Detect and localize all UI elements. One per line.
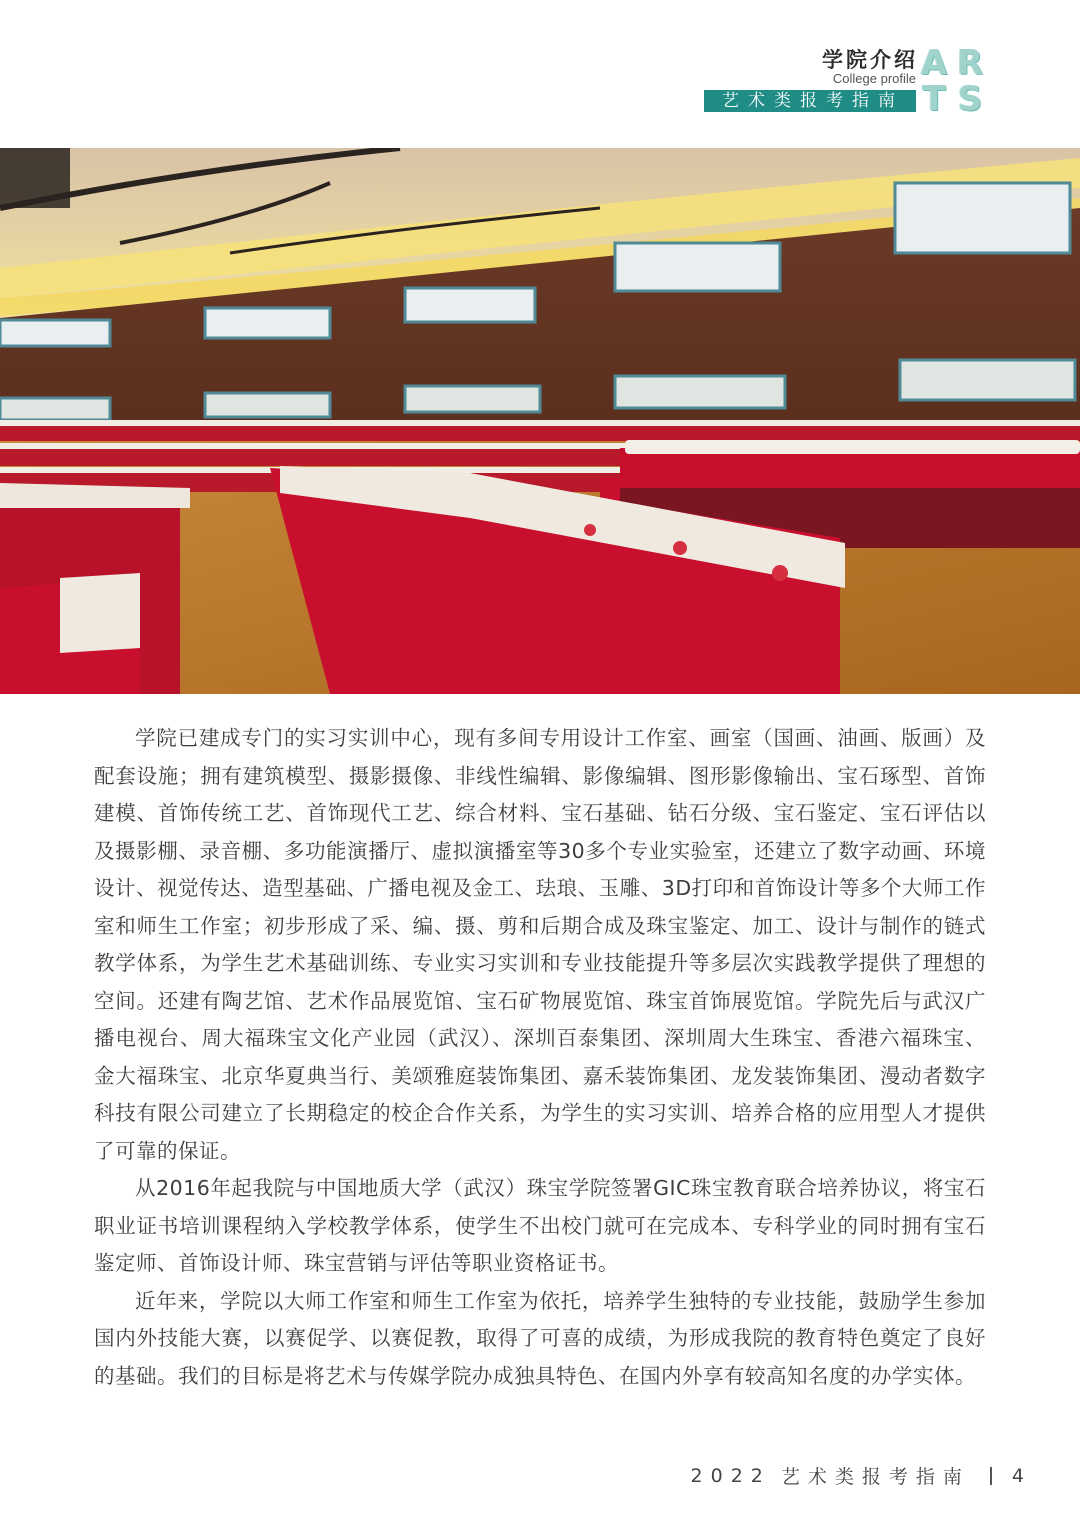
paragraph-gic-cooperation: 从2016年起我院与中国地质大学（武汉）珠宝学院签署GIC珠宝教育联合培养协议，将宝石职业证书培训课程纳入学校教学体系，使学生不出校门就可在完成本、专科学业的同时拥有宝石鉴定师、首饰设计师、珠宝营销与评估等职业资格证书。: [94, 1176, 986, 1275]
logo-letter: R: [956, 43, 984, 83]
logo-letter: S: [957, 79, 983, 119]
guide-title-bar: 艺术类报考指南: [704, 90, 916, 112]
page-number: 4: [1011, 1464, 1024, 1487]
section-subtitle: College profile: [832, 71, 916, 86]
footer-title: 艺术类报考指南: [780, 1466, 970, 1488]
page-footer: [691, 1462, 1024, 1489]
article-body: [94, 720, 986, 1395]
page-header: [722, 43, 1040, 124]
logo-letter: A: [920, 43, 948, 83]
section-title: 学院介绍: [822, 47, 918, 72]
logo-letter: T: [922, 79, 946, 119]
auditorium-photo: [0, 148, 1080, 694]
footer-divider: [990, 1467, 992, 1485]
paragraph-goals: 近年来，学院以大师工作室和师生工作室为依托，培养学生独特的专业技能，鼓励学生参加国内外技能大赛，以赛促学、以赛促教，取得了可喜的成绩，为形成我院的教育特色奠定了良好的基础。我们的目标是将艺术与传媒学院办成独具特色、在国内外享有较高知名度的办学实体。: [94, 1288, 986, 1388]
paragraph-facilities: 学院已建成专门的实习实训中心，现有多间专用设计工作室、画室（国画、油画、版画）及配套设施；拥有建筑模型、摄影摄像、非线性编辑、影像编辑、图形影像输出、宝石琢型、首饰建模、首饰传统工艺、首饰现代工艺、综合材料、宝石基础、钻石分级、宝石鉴定、宝石评估以及摄影棚、录音棚、多功能演播厅、虚拟演播室等30多个专业实验室，还建立了数字动画、环境设计、视觉传达、造型基础、广播电视及金工、珐琅、玉雕、3D打印和首饰设计等多个大师工作室和师生工作室；初步形成了采、编、摄、剪和后期合成及珠宝鉴定、加工、设计与制作的链式教学体系，为学生艺术基础训练、专业实习实训和专业技能提升等多层次实践教学提供了理想的空间。还建有陶艺馆、艺术作品展览馆、宝石矿物展览馆、珠宝首饰展览馆。学院先后与武汉广播电视台、周大福珠宝文化产业园（武汉）、深圳百泰集团、深圳周大生珠宝、香港六福珠宝、金大福珠宝、北京华夏典当行、美颂雅庭装饰集团、嘉禾装饰集团、龙发装饰集团、漫动者数字科技有限公司建立了长期稳定的校企合作关系，为学生的实习实训、培养合格的应用型人才提供了可靠的保证。: [94, 726, 986, 1163]
arts-logo-icon: [916, 43, 988, 119]
footer-year: 2022: [690, 1464, 771, 1487]
